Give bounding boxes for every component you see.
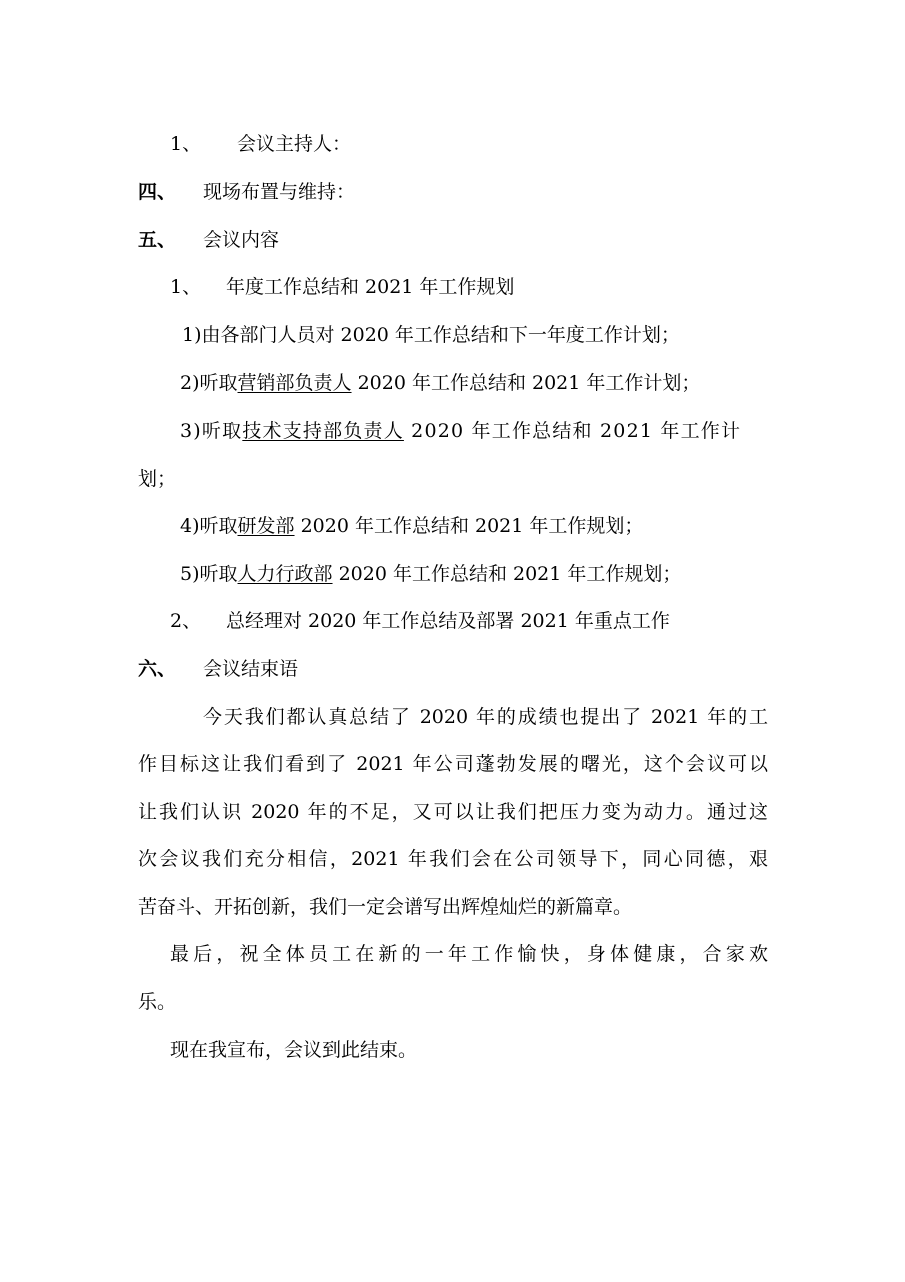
section-4-number: 四、: [138, 181, 177, 203]
subpoint-3-prefix: 3)听取: [180, 420, 243, 442]
subpoint-3-continuation: 划；: [138, 468, 177, 490]
subpoint-5: [180, 561, 681, 587]
section-4-title: 现场布置与维持：: [203, 181, 356, 203]
closing-line-3: 让我们认识 2020 年的不足，又可以让我们把压力变为动力。通过这: [138, 801, 768, 823]
closing-line-1: 今天我们都认真总结了 2020 年的成绩也提出了 2021 年的工: [203, 706, 768, 728]
closing-line-5: 苦奋斗、开拓创新，我们一定会谱写出辉煌灿烂的新篇章。: [138, 896, 633, 918]
subpoint-5-department: 人力行政部: [237, 563, 333, 585]
subpoint-3-suffix: 2020 年工作总结和 2021 年工作计: [403, 420, 742, 442]
subpoint-2-department: 营销部负责人: [237, 372, 352, 394]
subpoint-4-department: 研发部: [237, 515, 295, 537]
item-2-title: 总经理对 2020 年工作总结及部署 2021 年重点工作: [226, 610, 670, 632]
wishes-line-1: 最后，祝全体员工在新的一年工作愉快，身体健康，合家欢: [170, 943, 768, 965]
wishes-line-2: 乐。: [138, 991, 177, 1013]
section-5-number: 五、: [138, 229, 177, 251]
item-1-number: 1、: [170, 276, 202, 298]
section-6-title: 会议结束语: [203, 658, 299, 680]
section-5-title: 会议内容: [203, 229, 280, 251]
item-1-title: 年度工作总结和 2021 年工作规划: [226, 276, 515, 298]
subpoint-2-suffix: 2020 年工作总结和 2021 年工作计划；: [351, 372, 701, 394]
closing-line-4: 次会议我们充分相信，2021 年我们会在公司领导下，同心同德，艰: [138, 848, 768, 870]
subpoint-3-department: 技术支持部负责人: [242, 420, 404, 442]
subpoint-2-prefix: 2)听取: [180, 372, 238, 394]
subpoint-4: [180, 513, 643, 539]
item-2-number: 2、: [170, 610, 202, 632]
subpoint-2: [180, 370, 700, 396]
subpoint-5-suffix: 2020 年工作总结和 2021 年工作规划；: [332, 563, 682, 585]
announcement-line: 现在我宣布，会议到此结束。: [170, 1039, 418, 1061]
subpoint-5-prefix: 5)听取: [180, 563, 238, 585]
subpoint-3: [180, 418, 741, 444]
section-6-number: 六、: [138, 658, 177, 680]
host-number: 1、: [170, 133, 202, 155]
subpoint-4-suffix: 2020 年工作总结和 2021 年工作规划；: [294, 515, 644, 537]
subpoint-1: 1)由各部门人员对 2020 年工作总结和下一年度工作计划；: [182, 324, 680, 346]
subpoint-4-prefix: 4)听取: [180, 515, 238, 537]
closing-line-2: 作目标这让我们看到了 2021 年公司蓬勃发展的曙光，这个会议可以: [138, 753, 768, 775]
host-label: 会议主持人：: [237, 133, 352, 155]
